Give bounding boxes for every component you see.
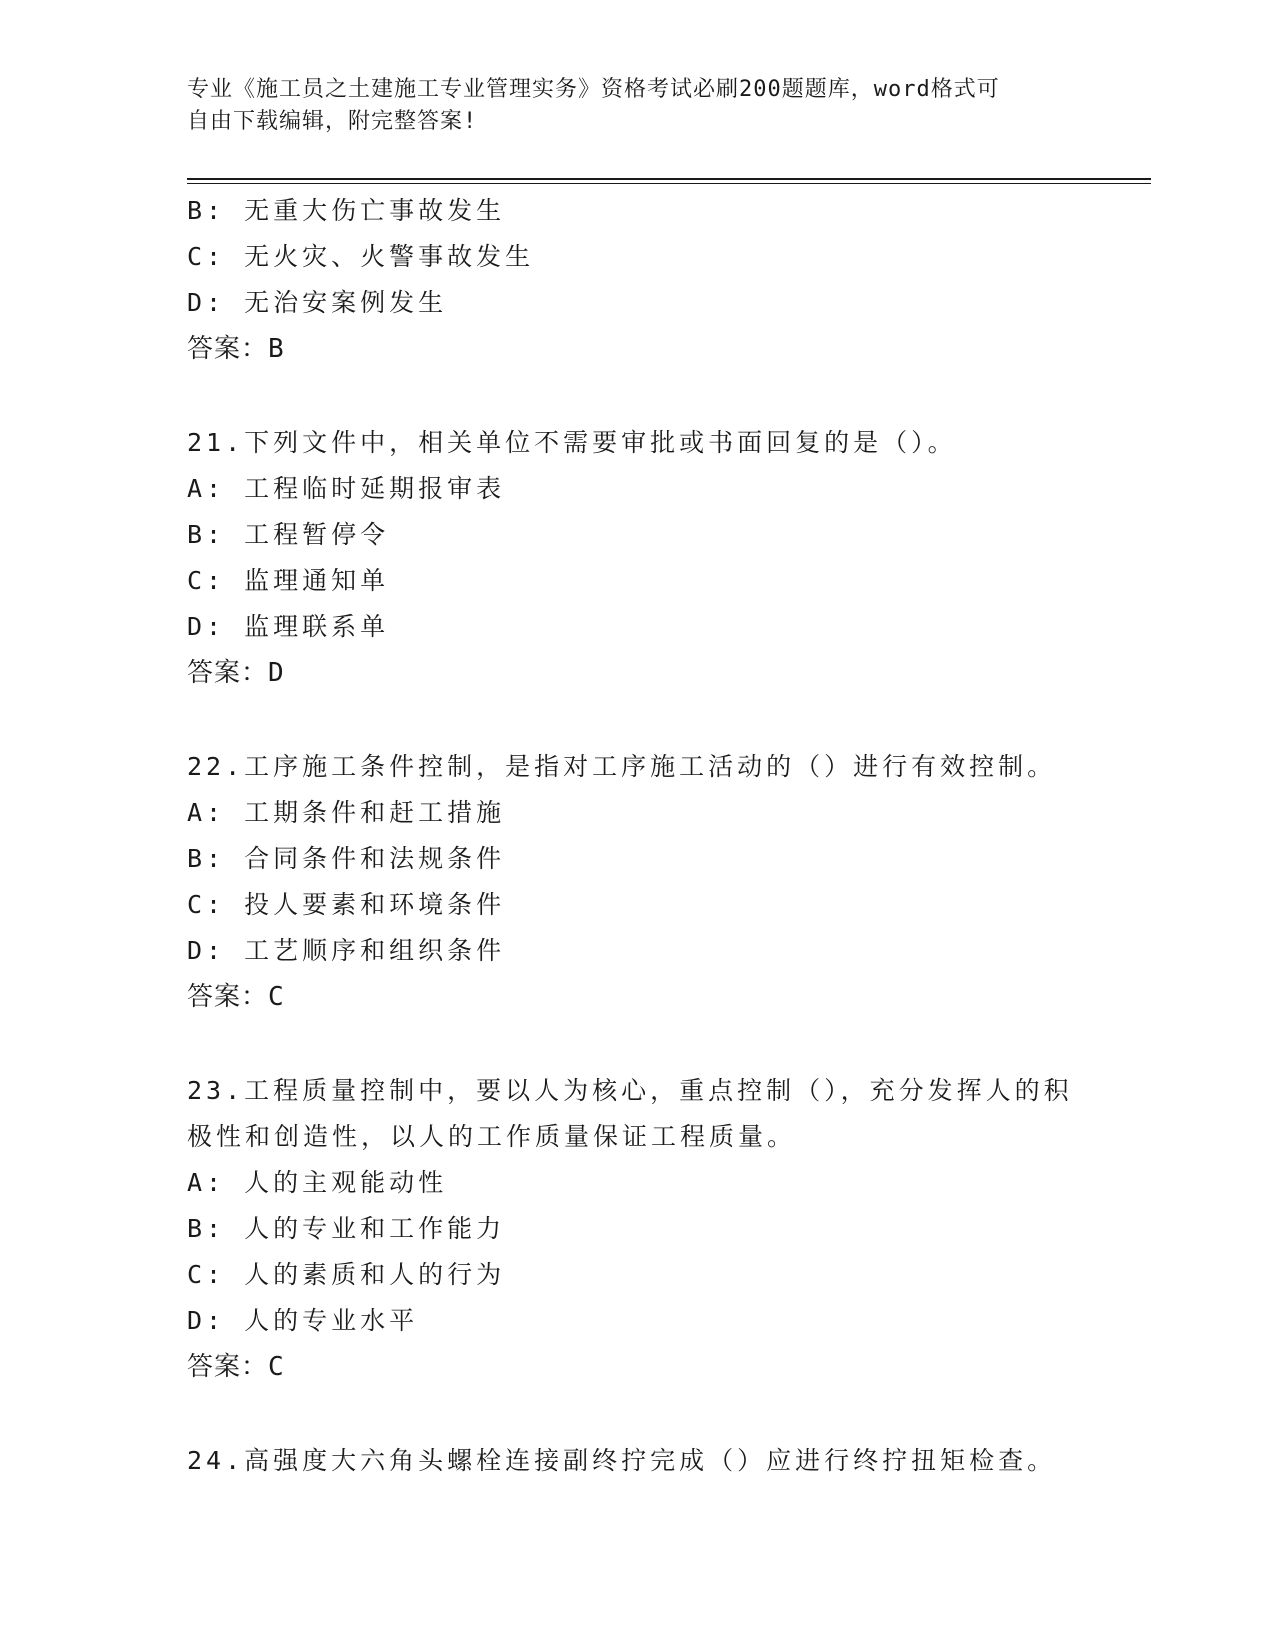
answer-value: B — [268, 334, 285, 364]
option-c — [187, 882, 1147, 928]
option-text: 工期条件和赶工措施 — [244, 798, 506, 827]
question-text-continued — [187, 1114, 1087, 1160]
option-text: 人的专业和工作能力 — [244, 1214, 506, 1243]
option-d — [187, 604, 1147, 650]
option-a — [187, 790, 1147, 836]
option-letter: B: — [187, 1214, 226, 1243]
spacer — [187, 696, 1147, 744]
question-block-24 — [187, 1438, 1147, 1484]
option-letter: C: — [187, 890, 226, 919]
option-a — [187, 466, 1147, 512]
header-title-line-2: 自由下载编辑，附完整答案! — [187, 109, 478, 134]
question-text — [187, 744, 1087, 790]
question-stem: 工序施工条件控制，是指对工序施工活动的（）进行有效控制。 — [244, 752, 1057, 781]
question-number: 24. — [187, 1446, 245, 1475]
question-number: 21. — [187, 428, 245, 457]
option-letter: D: — [187, 612, 226, 641]
answer-line — [187, 974, 1147, 1020]
option-c — [187, 558, 1147, 604]
option-text: 工程临时延期报审表 — [244, 474, 506, 503]
option-b — [187, 188, 1147, 234]
answer-label: 答案： — [187, 334, 269, 364]
answer-label: 答案： — [187, 1352, 269, 1382]
option-text: 无火灾、火警事故发生 — [244, 242, 535, 271]
option-text: 人的主观能动性 — [244, 1168, 448, 1197]
option-text: 人的专业水平 — [244, 1306, 419, 1335]
option-letter: D: — [187, 1306, 226, 1335]
header-divider-thick — [187, 178, 1151, 180]
option-letter: D: — [187, 288, 226, 317]
option-c — [187, 1252, 1147, 1298]
answer-line — [187, 1344, 1147, 1390]
header-title-line-1: 专业《施工员之土建施工专业管理实务》资格考试必刷200题题库，word格式可 — [187, 77, 1000, 102]
question-stem: 下列文件中，相关单位不需要审批或书面回复的是（）。 — [244, 428, 957, 457]
question-number: 22. — [187, 752, 245, 781]
option-letter: A: — [187, 474, 226, 503]
option-text: 合同条件和法规条件 — [244, 844, 506, 873]
option-letter: A: — [187, 798, 226, 827]
answer-label: 答案： — [187, 658, 269, 688]
answer-label: 答案： — [187, 982, 269, 1012]
question-stem: 高强度大六角头螺栓连接副终拧完成（）应进行终拧扭矩检查。 — [244, 1446, 1057, 1475]
question-block-23 — [187, 1068, 1147, 1390]
question-stem-line-2: 极性和创造性，以人的工作质量保证工程质量。 — [187, 1122, 797, 1151]
option-letter: D: — [187, 936, 226, 965]
spacer — [187, 1020, 1147, 1068]
question-text — [187, 420, 1087, 466]
option-text: 监理联系单 — [244, 612, 390, 641]
question-list — [187, 188, 1147, 1484]
option-d — [187, 280, 1147, 326]
option-text: 工艺顺序和组织条件 — [244, 936, 506, 965]
question-block-22 — [187, 744, 1147, 1020]
option-d — [187, 928, 1147, 974]
answer-value: D — [268, 658, 285, 688]
option-b — [187, 1206, 1147, 1252]
option-letter: B: — [187, 520, 226, 549]
option-text: 人的素质和人的行为 — [244, 1260, 506, 1289]
option-letter: B: — [187, 196, 226, 225]
option-letter: C: — [187, 242, 226, 271]
option-letter: C: — [187, 1260, 226, 1289]
answer-line — [187, 650, 1147, 696]
question-text — [187, 1438, 1087, 1484]
option-b — [187, 512, 1147, 558]
question-block-21 — [187, 420, 1147, 696]
option-text: 投人要素和环境条件 — [244, 890, 506, 919]
question-number: 23. — [187, 1076, 245, 1105]
option-letter: C: — [187, 566, 226, 595]
spacer — [187, 372, 1147, 420]
option-text: 工程暂停令 — [244, 520, 390, 549]
header-divider-thin — [187, 183, 1151, 184]
option-text: 无重大伤亡事故发生 — [244, 196, 506, 225]
question-block-prev — [187, 188, 1147, 372]
question-text — [187, 1068, 1087, 1114]
answer-line — [187, 326, 1147, 372]
document-header — [187, 74, 1077, 138]
answer-value: C — [268, 1352, 285, 1382]
option-d — [187, 1298, 1147, 1344]
option-a — [187, 1160, 1147, 1206]
option-letter: A: — [187, 1168, 226, 1197]
option-text: 无治安案例发生 — [244, 288, 448, 317]
option-c — [187, 234, 1147, 280]
option-b — [187, 836, 1147, 882]
spacer — [187, 1390, 1147, 1438]
option-text: 监理通知单 — [244, 566, 390, 595]
answer-value: C — [268, 982, 285, 1012]
option-letter: B: — [187, 844, 226, 873]
question-stem-line-1: 工程质量控制中，要以人为核心，重点控制（），充分发挥人的积 — [244, 1076, 1073, 1105]
